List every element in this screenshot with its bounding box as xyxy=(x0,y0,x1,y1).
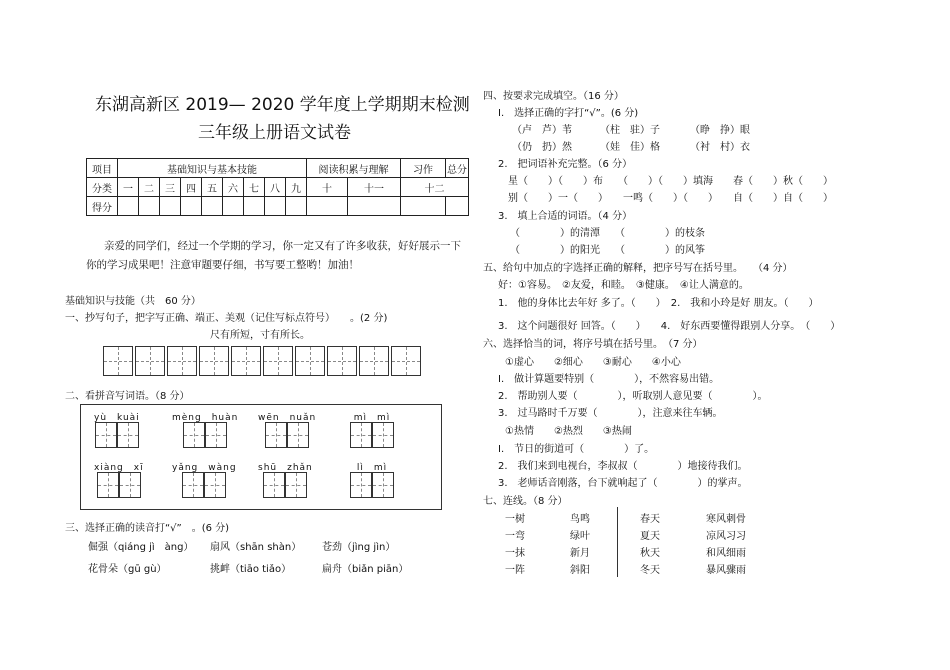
char-box[interactable] xyxy=(372,422,394,448)
choice-item[interactable]: （仍 扔）然 xyxy=(512,142,572,153)
section-basic-title: 基础知识与技能（共 60 分） xyxy=(65,296,201,307)
pinyin-item xyxy=(350,460,394,498)
pinyin-text: xiàng xī xyxy=(94,463,144,473)
char-box[interactable] xyxy=(350,422,372,448)
copy-sentence: 尺有所短，寸有所长。 xyxy=(210,330,310,341)
writing-cell[interactable] xyxy=(295,346,325,376)
score-cat-label: 分类 xyxy=(87,178,118,197)
pinyin-text: yù kuài xyxy=(94,413,140,423)
writing-cell[interactable] xyxy=(231,346,261,376)
writing-cell[interactable] xyxy=(327,346,357,376)
score-cat: 八 xyxy=(265,178,286,197)
char-box[interactable] xyxy=(95,422,117,448)
pinyin-item xyxy=(172,410,238,448)
question-2: 二、看拼音写词语。（8 分） xyxy=(65,391,190,402)
score-cell[interactable] xyxy=(118,197,139,216)
question-7: 七、连线。（8 分） xyxy=(483,496,568,507)
reading-item[interactable]: 花骨朵（gū gù） xyxy=(88,564,167,575)
writing-cell[interactable] xyxy=(167,346,197,376)
exam-title: 东湖高新区 2019— 2020 学年度上学期期末检测 xyxy=(95,95,470,115)
score-cat: 二 xyxy=(139,178,160,197)
link-item[interactable]: 夏天 xyxy=(640,531,660,542)
writing-cell[interactable] xyxy=(199,346,229,376)
reading-item[interactable]: 倔强（qiáng jì àng） xyxy=(88,542,194,553)
score-cell[interactable] xyxy=(348,197,401,216)
score-cat: 十 xyxy=(307,178,348,197)
score-header-basic: 基础知识与基本技能 xyxy=(118,159,307,178)
link-item[interactable]: 斜阳 xyxy=(570,565,590,576)
q5-options: 好：①容易。 ②友爱，和睦。 ③健康。 ④让人满意的。 xyxy=(498,280,749,291)
reading-item[interactable]: 挑衅（tiāo tiǎo） xyxy=(210,564,292,575)
q6-row[interactable]: Ⅰ. 做计算题要特别（ ），不然容易出错。 xyxy=(498,374,720,385)
pinyin-text: mèng huàn xyxy=(172,413,239,423)
pinyin-text: wēn nuǎn xyxy=(258,413,317,423)
reading-item[interactable]: 扇风（shān shàn） xyxy=(210,542,302,553)
score-cat: 四 xyxy=(181,178,202,197)
fill-row[interactable]: （ ）的清潭 （ ）的枝条 xyxy=(510,228,705,239)
char-box[interactable] xyxy=(182,472,204,498)
link-item[interactable]: 和风细雨 xyxy=(706,548,746,559)
question-6: 六、选择恰当的词，将序号填在括号里。 （7 分） xyxy=(483,339,703,350)
link-item[interactable]: 绿叶 xyxy=(570,531,590,542)
q6-row[interactable]: 2. 帮助别人要（ ），听取别人意见要（ ）。 xyxy=(498,391,768,402)
score-cat: 十二 xyxy=(401,178,469,197)
intro-line: 亲爱的同学们，经过一个学期的学习，你一定又有了许多收获，好好展示一下 xyxy=(104,240,461,252)
question-4: 四、按要求完成填空。（16 分） xyxy=(483,91,624,102)
score-cell[interactable] xyxy=(244,197,265,216)
char-box[interactable] xyxy=(350,472,372,498)
score-header-item: 项目 xyxy=(87,159,118,178)
pinyin-item xyxy=(258,460,313,498)
question-3: 三、选择正确的读音打“√” 。(6 分) xyxy=(65,523,230,534)
score-cell[interactable] xyxy=(181,197,202,216)
link-item[interactable]: 暴风骤雨 xyxy=(706,565,746,576)
choice-item[interactable]: （衬 村）衣 xyxy=(690,142,750,153)
score-cell[interactable] xyxy=(286,197,307,216)
pinyin-item xyxy=(350,410,394,448)
score-cat: 五 xyxy=(202,178,223,197)
q5-row[interactable]: 3. 这个问题很好 回答。（ ） 4. 好东西要懂得跟别人分享。 （ ） xyxy=(498,321,841,332)
q6-row[interactable]: 2. 我们来到电视台，李叔叔（ ）地接待我们。 xyxy=(498,461,748,472)
question-4-2: 2. 把词语补充完整。（6 分） xyxy=(498,159,633,170)
writing-cell[interactable] xyxy=(391,346,421,376)
q5-row[interactable]: 1. 他的身体比去年好 多了。（ ） 2. 我和小玲是好 朋友。（ ） xyxy=(498,298,819,309)
score-cat: 六 xyxy=(223,178,244,197)
score-cell[interactable] xyxy=(160,197,181,216)
writing-cell[interactable] xyxy=(359,346,389,376)
pinyin-text: mì mì xyxy=(353,413,391,423)
link-item[interactable]: 寒风刺骨 xyxy=(706,514,746,525)
q6-row[interactable]: 3. 老师话音刚落，台下就响起了（ ）的掌声。 xyxy=(498,478,748,489)
char-box[interactable] xyxy=(372,472,394,498)
writing-cell[interactable] xyxy=(103,346,133,376)
writing-grid[interactable] xyxy=(103,346,423,376)
q6-row[interactable]: 3. 过马路时千万要（ ），注意来往车辆。 xyxy=(498,408,723,419)
intro-line: 你的学习成果吧！注意审题要仔细，书写要工整哟！加油！ xyxy=(86,259,359,271)
q6-options: ①虚心 ②细心 ③耐心 ④小心 xyxy=(505,357,681,368)
char-box[interactable] xyxy=(263,472,285,498)
link-item[interactable]: 新月 xyxy=(570,548,590,559)
question-4-3: 3. 填上合适的词语。（4 分） xyxy=(498,211,633,222)
link-item[interactable]: 春天 xyxy=(640,514,660,525)
char-box[interactable] xyxy=(285,472,307,498)
question-1: 一、抄写句子，把字写正确、端正、美观（记住写标点符号） 。(2 分) xyxy=(65,313,388,324)
link-item[interactable]: 一阵 xyxy=(505,565,525,576)
score-cat: 一 xyxy=(118,178,139,197)
q6-options: ①热情 ②热烈 ③热闹 xyxy=(505,426,632,437)
question-5: 五、给句中加点的字选择正确的解释，把序号写在括号里。 （4 分） xyxy=(483,263,793,274)
score-cell[interactable] xyxy=(139,197,160,216)
link-item[interactable]: 冬天 xyxy=(640,565,660,576)
choice-item[interactable]: （卢 芦）苇 xyxy=(512,125,572,136)
score-cat: 七 xyxy=(244,178,265,197)
link-item[interactable]: 一抹 xyxy=(505,548,525,559)
char-box[interactable] xyxy=(205,422,227,448)
score-table xyxy=(86,158,469,216)
choice-item[interactable]: （娃 佳）格 xyxy=(600,142,660,153)
pinyin-item xyxy=(258,410,316,448)
pinyin-item xyxy=(94,460,144,498)
link-item[interactable]: 凉风习习 xyxy=(706,531,746,542)
link-item[interactable]: 鸟鸣 xyxy=(570,514,590,525)
score-cell[interactable] xyxy=(446,197,469,216)
choice-item[interactable]: （睁 挣）眼 xyxy=(690,125,750,136)
idiom-row[interactable]: 星（ ）（ ）布 （ ）（ ）填海 春（ ）秋（ ） xyxy=(508,176,833,187)
score-cat: 三 xyxy=(160,178,181,197)
link-divider xyxy=(617,507,618,577)
score-header-reading: 阅读积累与理解 xyxy=(307,159,401,178)
score-cell[interactable] xyxy=(307,197,348,216)
pinyin-text: lì mì xyxy=(356,463,388,473)
char-box[interactable] xyxy=(117,422,139,448)
char-box[interactable] xyxy=(183,422,205,448)
score-cat: 九 xyxy=(286,178,307,197)
char-box[interactable] xyxy=(287,422,309,448)
pinyin-text: yǎng wàng xyxy=(172,463,237,473)
score-cell[interactable] xyxy=(265,197,286,216)
writing-cell[interactable] xyxy=(135,346,165,376)
score-row-label: 得分 xyxy=(87,197,118,216)
reading-item[interactable]: 苍劲（jìng jìn） xyxy=(322,542,396,553)
score-cell[interactable] xyxy=(401,197,446,216)
char-box[interactable] xyxy=(119,472,141,498)
link-item[interactable]: 一弯 xyxy=(505,531,525,542)
link-item[interactable]: 秋天 xyxy=(640,548,660,559)
fill-row[interactable]: （ ）的阳光 （ ）的风筝 xyxy=(510,245,705,256)
writing-cell[interactable] xyxy=(263,346,293,376)
reading-item[interactable]: 扁舟（biǎn piān） xyxy=(322,564,409,575)
char-box[interactable] xyxy=(204,472,226,498)
char-box[interactable] xyxy=(97,472,119,498)
link-item[interactable]: 一树 xyxy=(505,514,525,525)
exam-subtitle: 三年级上册语文试卷 xyxy=(198,123,351,143)
pinyin-item xyxy=(172,460,237,498)
choice-item[interactable]: （柱 驻）子 xyxy=(600,125,660,136)
question-4-1: Ⅰ. 选择正确的字打“√”。(6 分) xyxy=(498,108,639,119)
pinyin-text: shū zhǎn xyxy=(258,463,313,473)
score-cell[interactable] xyxy=(223,197,244,216)
score-header-writing: 习作 xyxy=(401,159,446,178)
score-cat: 十一 xyxy=(348,178,401,197)
score-cell[interactable] xyxy=(202,197,223,216)
idiom-row[interactable]: 别（ ）一（ ） 一鸣（ ）（ ） 自（ ）自（ ） xyxy=(508,193,833,204)
q6-row[interactable]: Ⅰ. 节日的街道可（ ）了。 xyxy=(498,444,655,455)
pinyin-item xyxy=(94,410,140,448)
score-header-total: 总分 xyxy=(446,159,469,178)
char-box[interactable] xyxy=(265,422,287,448)
